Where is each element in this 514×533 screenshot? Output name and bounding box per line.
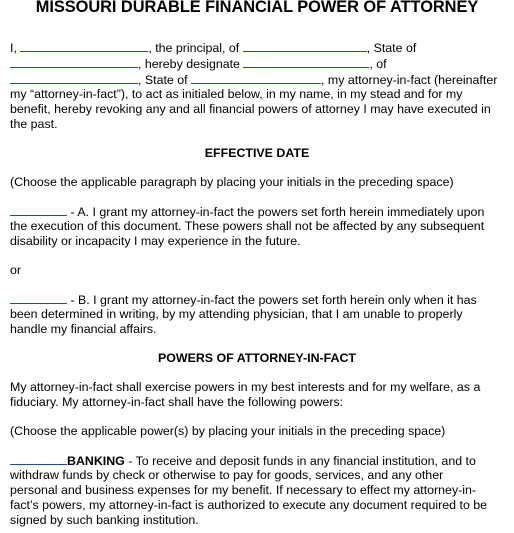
option-b-line-3: handle my financial affairs. (10, 322, 157, 336)
intro-text: , hereby designate (138, 57, 244, 71)
option-b-line-1 (10, 292, 477, 308)
option-b-initials-field[interactable] (10, 292, 67, 304)
document-title: MISSOURI DURABLE FINANCIAL POWER OF ATTORNEY (35, 0, 479, 16)
or-separator: or (10, 263, 22, 277)
intro-line-2 (10, 56, 387, 72)
powers-paragraph-line-2: fiduciary. My attorney-in-fact shall have the following powers: (10, 395, 344, 409)
effective-date-heading: EFFECTIVE DATE (204, 146, 310, 160)
banking-line-2: withdraw funds by check or otherwise to pay for goods, services, and any other (10, 468, 444, 482)
attorney-name-field[interactable] (243, 56, 369, 68)
intro-line-6: the past. (10, 117, 58, 131)
intro-text: , the principal, of (148, 41, 243, 55)
effective-date-instruction: (Choose the applicable paragraph by placing your initials in the preceding space) (10, 175, 454, 189)
banking-line-4: fact’s powers, my attorney-in-fact is authorized to execute any document required to be (10, 498, 488, 512)
option-a-line-2: the execution of this document. These powers shall not be affected by any subsequent (10, 219, 485, 233)
principal-state-field[interactable] (10, 56, 138, 68)
banking-line-3: personal and business expenses for my benefit. If necessary to effect my attorney-in- (10, 483, 477, 497)
principal-county-field[interactable] (243, 40, 367, 52)
powers-heading: POWERS OF ATTORNEY-IN-FACT (157, 351, 357, 365)
attorney-state-field[interactable] (191, 72, 321, 84)
intro-line-3 (10, 72, 497, 88)
intro-line-4: my “attorney-in-fact”), to act as initialed below, in my name, in my stead and for my (10, 87, 463, 101)
intro-text: I, (10, 41, 21, 55)
intro-text: , State of (138, 73, 192, 87)
option-b-line-2: been determined in writing, by my attending physician, that I am unable to properly (10, 307, 463, 321)
principal-name-field[interactable] (20, 40, 148, 52)
banking-line-5: signed by such banking institution. (10, 513, 199, 527)
option-a-line-1 (10, 204, 484, 220)
option-a-line-3: disability or incapacity I may experience in the future. (10, 234, 301, 248)
option-a-text: - A. I grant my attorney-in-fact the powers set forth herein immediately upon (67, 205, 485, 219)
banking-text: - To receive and deposit funds in any financial institution, and to (124, 454, 476, 468)
intro-text: , State of (366, 41, 417, 55)
powers-paragraph-line-1: My attorney-in-fact shall exercise powers in my best interests and for my welfare, as a (10, 380, 481, 394)
banking-label: BANKING (67, 454, 125, 468)
intro-text: , of (369, 57, 387, 71)
option-a-initials-field[interactable] (10, 204, 67, 216)
intro-line-1 (10, 40, 416, 56)
banking-initials-field[interactable] (10, 453, 67, 465)
intro-line-5: benefit, hereby revoking any and all financial powers of attorney I may have executed in (10, 102, 491, 116)
option-b-text: - B. I grant my attorney-in-fact the powers set forth herein only when it has (67, 293, 477, 307)
attorney-county-field[interactable] (10, 72, 138, 84)
intro-text: , my attorney-in-fact (hereinafter (321, 73, 498, 87)
banking-line-1 (10, 453, 476, 469)
powers-instruction: (Choose the applicable power(s) by placing your initials in the preceding space) (10, 424, 446, 438)
